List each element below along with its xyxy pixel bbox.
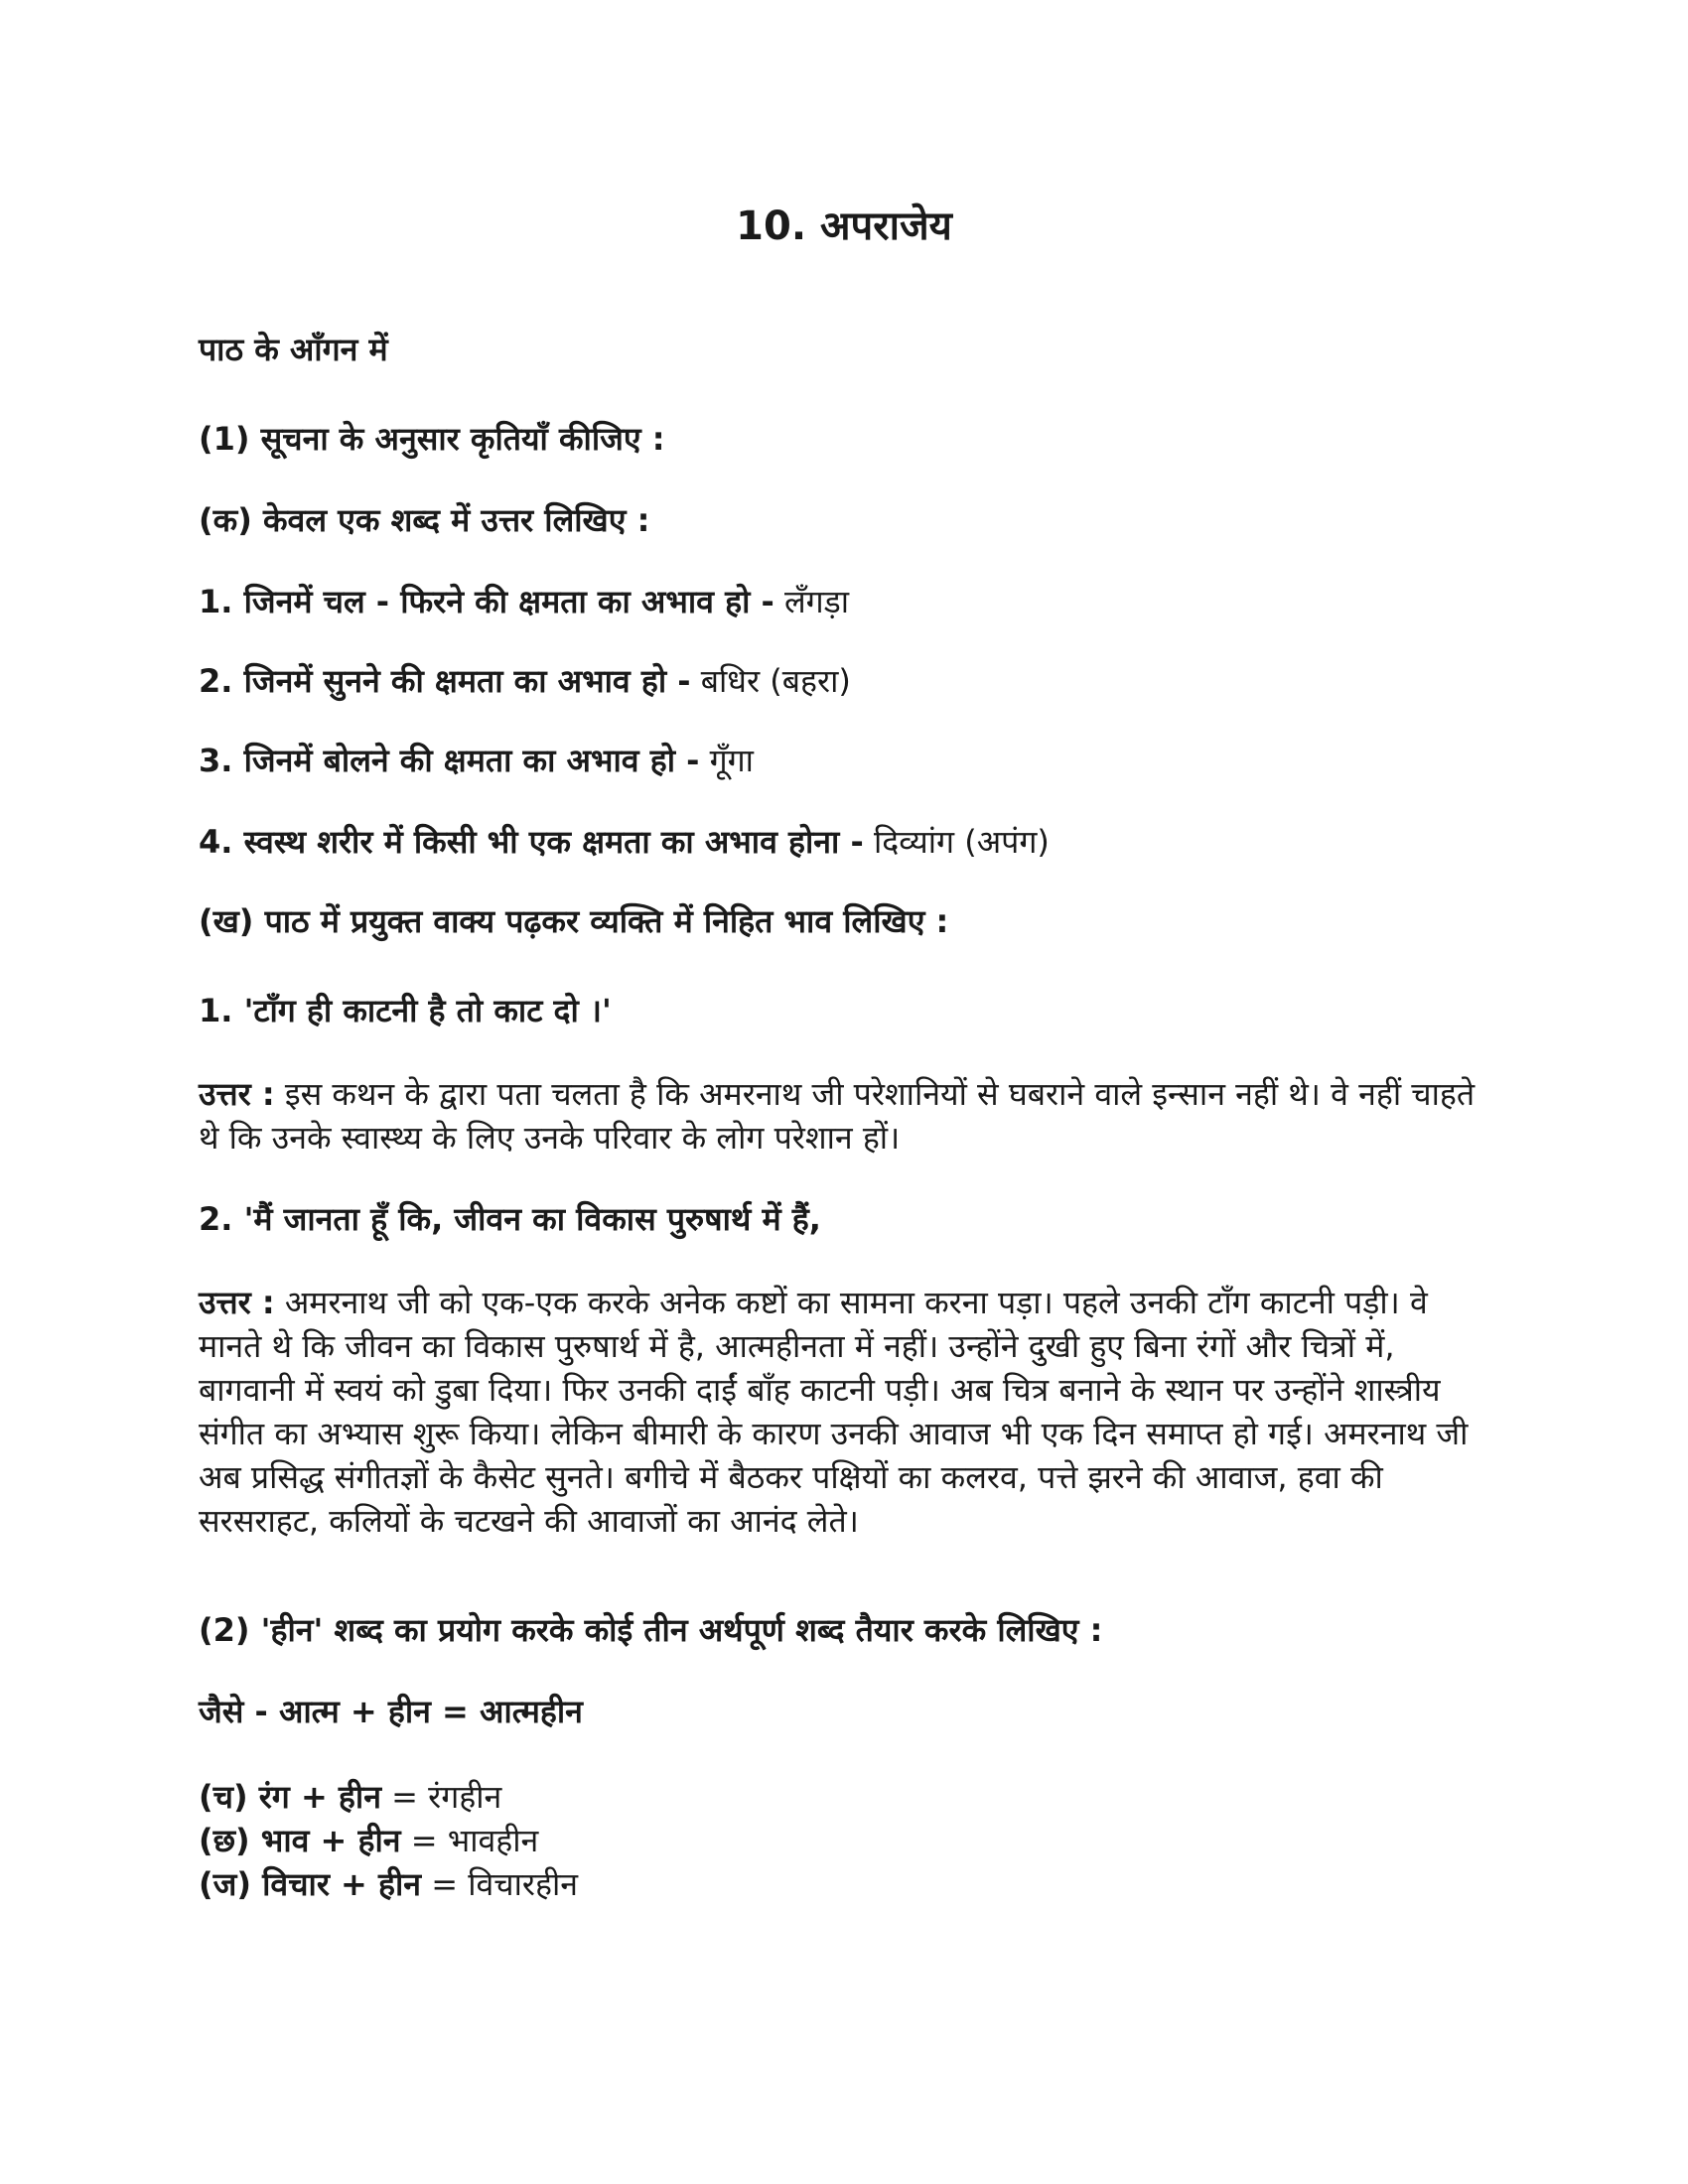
item-expression: (ज) विचार + हीन xyxy=(199,1865,422,1903)
question-2-item-1 xyxy=(199,1775,501,1819)
part-a-item-1 xyxy=(199,580,849,623)
item-question: 1. जिनमें चल - फिरने की क्षमता का अभाव हो - xyxy=(199,583,774,620)
answer-text: अमरनाथ जी को एक-एक करके अनेक कष्टों का सामना करना पड़ा। पहले उनकी टाँग काटनी पड़ी। वे मानते थे कि जीवन का विकास पुरुषार्थ में है, आत्महीनता में नहीं। उन्होंने दुखी हुए बिना रंगों और चित्रों में, बागवानी में स्वयं को डुबा दिया। फिर उनकी दाईं बाँह काटनी पड़ी। अब चित्र बनाने के स्थान पर उन्होंने शास्त्रीय संगीत का अभ्यास शुरू किया। लेकिन बीमारी के कारण उनकी आवाज भी एक दिन समाप्त हो गई। अमरनाथ जी अब प्रसिद्ध संगीतज्ञों के कैसेट सुनते। बगीचे में बैठकर पक्षियों का कलरव, पत्ते झरने की आवाज, हवा की सरसराहट, कलियों के चटखने की आवाजों का आनंद लेते। xyxy=(199,1284,1469,1540)
part-a-item-2 xyxy=(199,659,851,703)
item-result: = भावहीन xyxy=(400,1822,539,1859)
question-2-example: जैसे - आत्म + हीन = आत्महीन xyxy=(199,1693,583,1730)
question-2-item-2 xyxy=(199,1819,538,1862)
answer-label: उत्तर : xyxy=(199,1284,275,1321)
item-result: = रंगहीन xyxy=(380,1778,502,1816)
item-answer: बधिर (बहरा) xyxy=(690,662,851,700)
item-question: 3. जिनमें बोलने की क्षमता का अभाव हो - xyxy=(199,742,700,779)
part-b-answer-2 xyxy=(199,1281,1489,1543)
part-a-heading: (क) केवल एक शब्द में उत्तर लिखिए : xyxy=(199,501,650,539)
part-b-answer-1 xyxy=(199,1072,1489,1160)
answer-label: उत्तर : xyxy=(199,1075,275,1113)
item-question: 2. जिनमें सुनने की क्षमता का अभाव हो - xyxy=(199,662,691,700)
item-question: 4. स्वस्थ शरीर में किसी भी एक क्षमता का अभाव होना - xyxy=(199,823,864,861)
item-answer: दिव्यांग (अपंग) xyxy=(863,823,1050,861)
question-1-heading: (1) सूचना के अनुसार कृतियाँ कीजिए : xyxy=(199,420,665,458)
part-b-heading: (ख) पाठ में प्रयुक्त वाक्य पढ़कर व्यक्ति में निहित भाव लिखिए : xyxy=(199,902,949,940)
question-2-heading: (2) 'हीन' शब्द का प्रयोग करके कोई तीन अर्थपूर्ण शब्द तैयार करके लिखिए : xyxy=(199,1611,1103,1649)
answer-text: इस कथन के द्वारा पता चलता है कि अमरनाथ जी परेशानियों से घबराने वाले इन्सान नहीं थे। वे नहीं चाहते थे कि उनके स्वास्थ्य के लिए उनके परिवार के लोग परेशान हों। xyxy=(199,1075,1476,1157)
item-result: = विचारहीन xyxy=(421,1865,579,1903)
item-answer: गूँगा xyxy=(699,742,754,779)
item-answer: लँगड़ा xyxy=(774,583,850,620)
part-b-question-1: 1. 'टाँग ही काटनी है तो काट दो ।' xyxy=(199,992,612,1029)
part-a-item-4 xyxy=(199,820,1050,864)
chapter-title: 10. अपराजेय xyxy=(736,204,952,249)
item-expression: (छ) भाव + हीन xyxy=(199,1822,401,1859)
part-b-question-2: 2. 'मैं जानता हूँ कि, जीवन का विकास पुरुषार्थ में हैं, xyxy=(199,1200,821,1238)
part-a-item-3 xyxy=(199,739,754,782)
section-heading: पाठ के आँगन में xyxy=(199,331,388,368)
item-expression: (च) रंग + हीन xyxy=(199,1778,381,1816)
question-2-item-3 xyxy=(199,1862,578,1906)
